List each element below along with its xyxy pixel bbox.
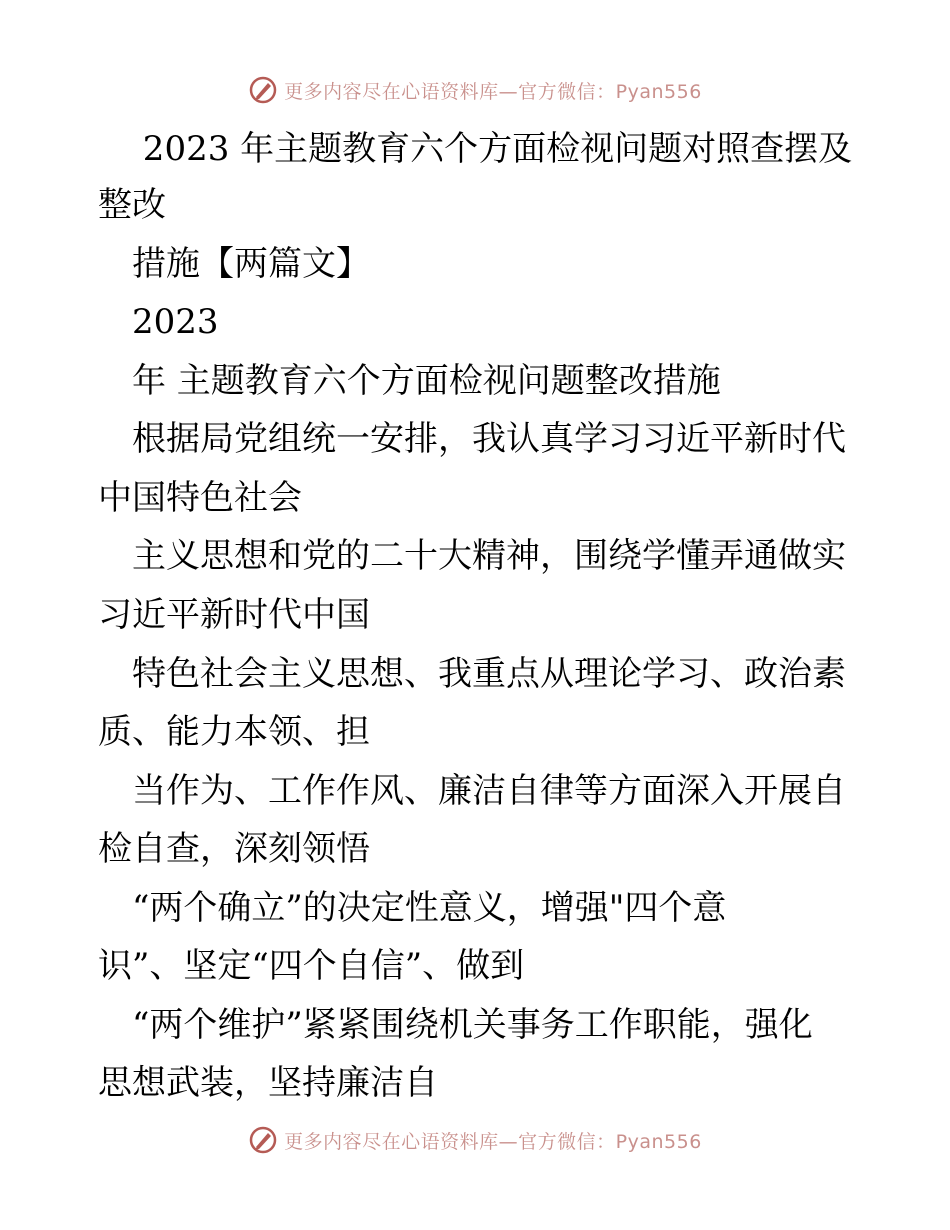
watermark-banner-bottom — [0, 1122, 950, 1158]
doc-line: “两个确立”的决定性意义，增强"四个意 — [98, 888, 727, 928]
doc-line: 年 主题教育六个方面检视问题整改措施 — [98, 361, 721, 401]
doc-line: 中国特色社会 — [98, 478, 302, 518]
doc-line: 措施【两篇文】 — [98, 244, 370, 284]
watermark-text: 更多内容尽在心语资料库—官方微信：Pyan556 — [284, 80, 702, 103]
doc-line: 整改 — [98, 185, 166, 225]
watermark-banner-top — [0, 72, 950, 108]
doc-line: 主义思想和党的二十大精神，围绕学懂弄通做实 — [98, 536, 846, 576]
doc-line: 检自查，深刻领悟 — [98, 829, 370, 869]
pen-logo-icon — [248, 1125, 278, 1155]
doc-line: 2023 — [98, 302, 219, 342]
doc-line: 根据局党组统一安排，我认真学习习近平新时代 — [98, 419, 846, 459]
doc-line: 思想武装，坚持廉洁自 — [98, 1063, 438, 1103]
doc-line: “两个维护”紧紧围绕机关事务工作职能，强化 — [98, 1005, 813, 1045]
doc-line: 特色社会主义思想、我重点从理论学习、政治素 — [98, 654, 846, 694]
doc-line: 2023 年主题教育六个方面检视问题对照查摆及 — [98, 129, 853, 169]
doc-line: 当作为、工作作风、廉洁自律等方面深入开展自 — [98, 771, 846, 811]
doc-line: 识”、坚定“四个自信”、做到 — [98, 946, 525, 986]
watermark-text: 更多内容尽在心语资料库—官方微信：Pyan556 — [284, 1130, 702, 1153]
doc-line: 质、能力本领、担 — [98, 712, 370, 752]
doc-line: 习近平新时代中国 — [98, 595, 370, 635]
pen-logo-icon — [248, 75, 278, 105]
